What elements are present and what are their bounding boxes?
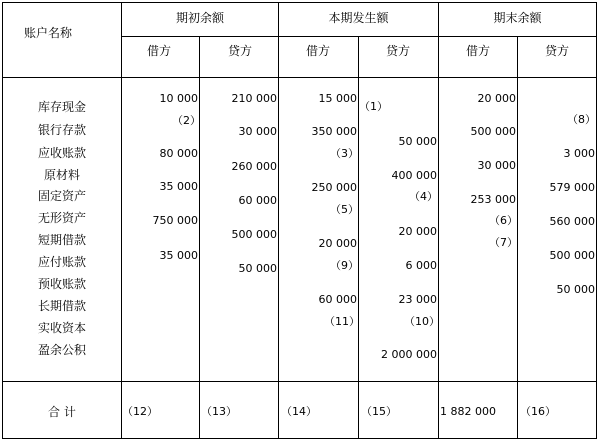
account-name: 银行存款 [38, 123, 87, 137]
period-debit-value: （3） [330, 147, 359, 160]
period-debit-value: 60 000 [318, 293, 357, 306]
header-credit: 贷方 [386, 44, 411, 58]
period-credit-value: 20 000 [398, 225, 437, 238]
period-debit-value: （9） [330, 259, 359, 272]
table-border-bottom [2, 438, 597, 439]
account-name: 盈余公积 [38, 343, 87, 357]
period-debit-value: 250 000 [311, 181, 357, 194]
opening-credit-value: 50 000 [238, 262, 277, 275]
closing-credit-value: （8） [567, 113, 596, 126]
closing-credit-value: 560 000 [549, 215, 595, 228]
opening-credit-value: 500 000 [231, 228, 277, 241]
account-name: 预收账款 [38, 277, 87, 291]
total-label: 合 计 [48, 405, 76, 419]
opening-credit-value: 30 000 [238, 125, 277, 138]
closing-credit-value: 579 000 [549, 181, 595, 194]
closing-debit-value: 500 000 [470, 125, 516, 138]
opening-debit-value: 10 000 [159, 92, 198, 105]
account-name: 长期借款 [38, 299, 87, 313]
account-name: 实收资本 [38, 321, 87, 335]
account-name: 原材料 [44, 168, 81, 182]
closing-credit-value: 500 000 [549, 249, 595, 262]
table-border-left [2, 2, 3, 439]
period-credit-value: 400 000 [391, 169, 437, 182]
account-name: 应收账款 [38, 146, 87, 160]
closing-credit-value: 50 000 [556, 283, 595, 296]
total-period-debit: （14） [281, 405, 317, 418]
period-debit-value: 350 000 [311, 125, 357, 138]
account-name: 应付账款 [38, 255, 87, 269]
total-period-credit: （15） [361, 405, 397, 418]
opening-debit-value: （2） [172, 114, 201, 127]
closing-debit-value: 30 000 [477, 159, 516, 172]
total-closing-debit: 1 882 000 [440, 405, 496, 418]
total-opening-debit: （12） [122, 405, 158, 418]
opening-debit-value: 35 000 [159, 180, 198, 193]
closing-debit-value: 20 000 [477, 92, 516, 105]
header-debit: 借方 [147, 44, 172, 58]
total-opening-credit: （13） [201, 405, 237, 418]
header-credit: 贷方 [228, 44, 253, 58]
header-divider [121, 36, 597, 37]
header-account-name: 账户名称 [24, 26, 73, 40]
column-divider [438, 2, 439, 439]
period-credit-value: 2 000 000 [381, 348, 437, 361]
total-closing-credit: （16） [520, 405, 556, 418]
opening-credit-value: 210 000 [231, 92, 277, 105]
account-name: 短期借款 [38, 233, 87, 247]
header-period-amount: 本期发生额 [328, 11, 389, 25]
opening-debit-value: 750 000 [152, 214, 198, 227]
closing-debit-value: 253 000 [470, 193, 516, 206]
total-row-rule [2, 381, 597, 382]
closing-debit-value: （6） [489, 214, 518, 227]
period-credit-value: （4） [409, 190, 438, 203]
header-debit: 借方 [306, 44, 331, 58]
column-divider [278, 2, 279, 439]
header-debit: 借方 [466, 44, 491, 58]
header-credit: 贷方 [545, 44, 570, 58]
opening-debit-value: 80 000 [159, 147, 198, 160]
period-debit-value: 20 000 [318, 237, 357, 250]
opening-credit-value: 60 000 [238, 194, 277, 207]
opening-debit-value: 35 000 [159, 249, 198, 262]
period-credit-value: （10） [404, 315, 440, 328]
opening-credit-value: 260 000 [231, 160, 277, 173]
table-border-top [2, 2, 597, 3]
period-debit-value: 15 000 [318, 92, 357, 105]
closing-debit-value: （7） [489, 236, 518, 249]
period-debit-value: （5） [330, 203, 359, 216]
account-name: 固定资产 [38, 189, 87, 203]
period-credit-value: 50 000 [398, 135, 437, 148]
table-border-right [596, 2, 597, 439]
period-credit-value: 6 000 [405, 259, 437, 272]
header-opening-balance: 期初余额 [175, 11, 224, 25]
account-name: 库存现金 [38, 100, 87, 114]
account-name: 无形资产 [38, 211, 87, 225]
header-closing-balance: 期末余额 [493, 11, 542, 25]
header-bottom-rule [2, 77, 597, 78]
period-credit-value: 23 000 [398, 293, 437, 306]
period-debit-value: （11） [324, 315, 360, 328]
period-credit-value: （1） [359, 100, 388, 113]
closing-credit-value: 3 000 [563, 147, 595, 160]
